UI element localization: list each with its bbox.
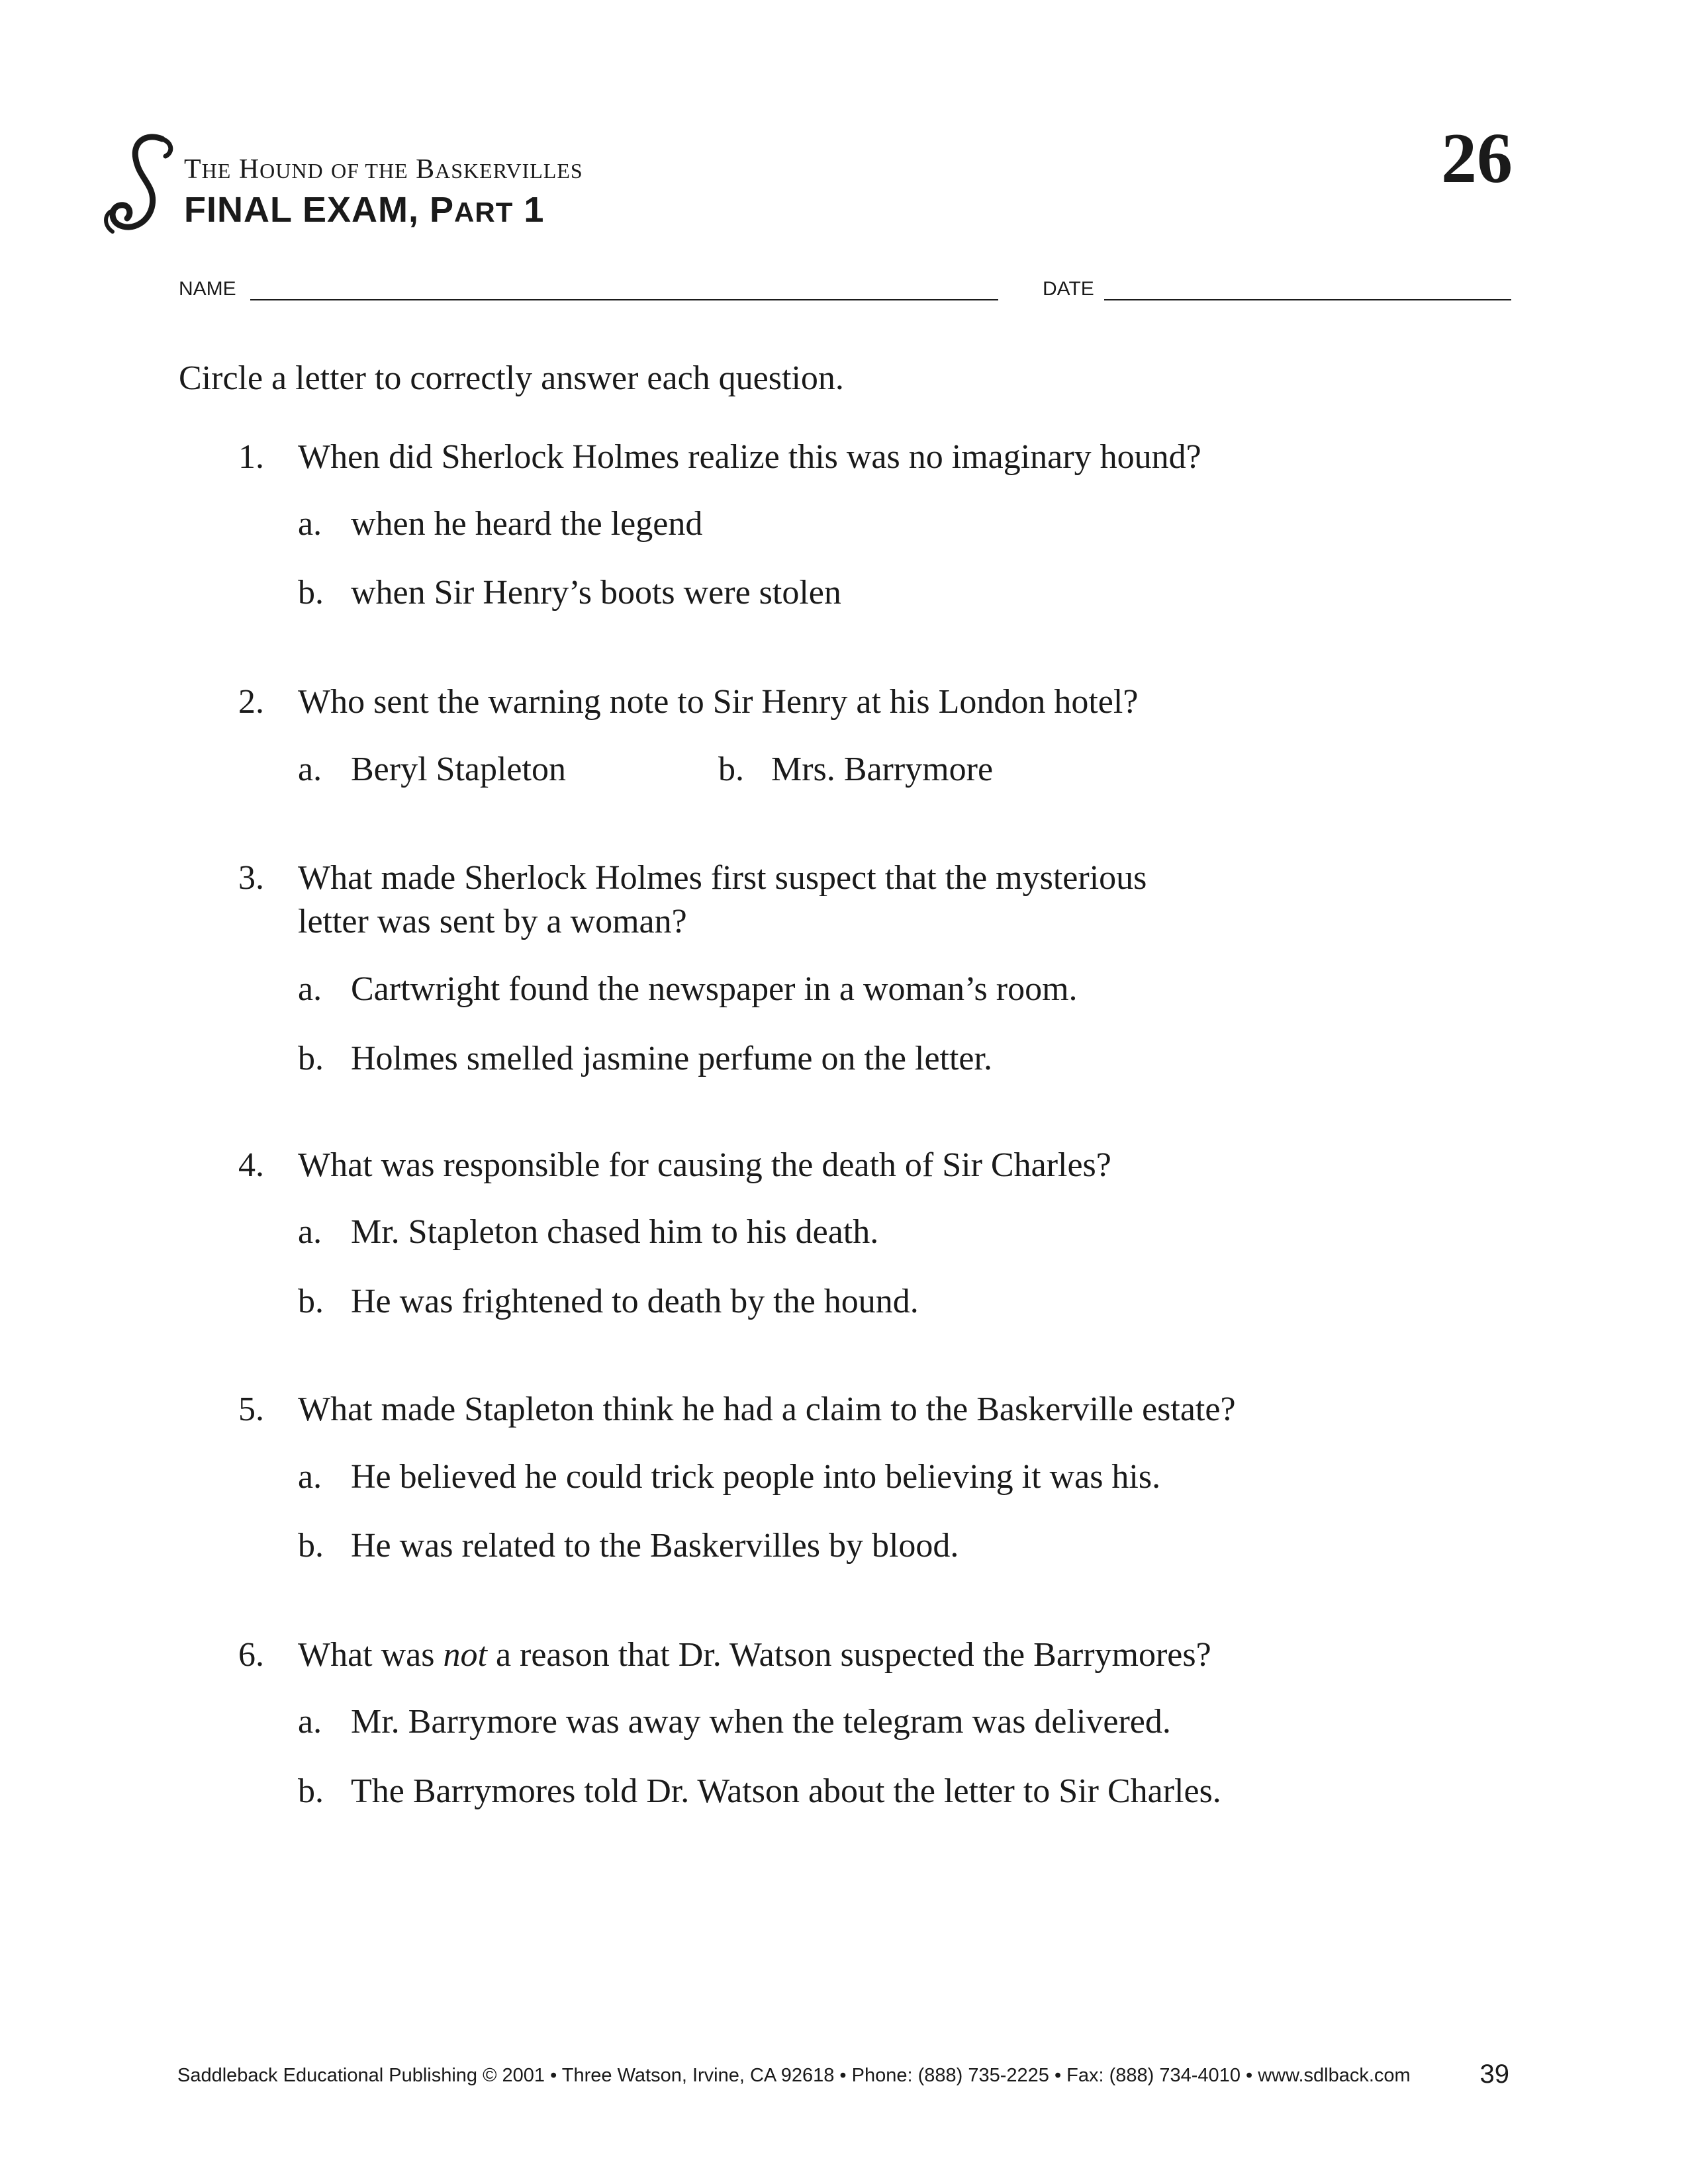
question-number: 5. xyxy=(238,1390,264,1428)
option-letter: b. xyxy=(298,1527,324,1565)
option-letter: a. xyxy=(298,1458,322,1496)
option-text: Beryl Stapleton xyxy=(351,751,566,788)
question-text: What made Sherlock Holmes first suspect that the mysterious letter was sent by a woman? xyxy=(298,859,1147,940)
option-2a[interactable] xyxy=(298,750,566,789)
question-text: What was responsible for causing the death of Sir Charles? xyxy=(298,1146,1111,1184)
question-number: 6. xyxy=(238,1636,264,1674)
option-text: Cartwright found the newspaper in a woman’s room. xyxy=(351,970,1078,1008)
option-text: He believed he could trick people into believing it was his. xyxy=(351,1458,1161,1496)
option-letter: a. xyxy=(298,1213,322,1251)
option-text: The Barrymores told Dr. Watson about the letter to Sir Charles. xyxy=(351,1772,1221,1810)
saddleback-logo-icon xyxy=(99,132,185,245)
option-1b[interactable] xyxy=(298,573,841,612)
option-2b[interactable] xyxy=(718,750,993,789)
option-letter: b. xyxy=(718,751,744,788)
option-letter: a. xyxy=(298,505,322,543)
option-4b[interactable] xyxy=(298,1282,919,1321)
option-text: He was frightened to death by the hound. xyxy=(351,1283,919,1320)
date-field-line[interactable] xyxy=(1104,299,1511,300)
option-letter: a. xyxy=(298,970,322,1008)
option-letter: b. xyxy=(298,1772,324,1810)
option-text: Mr. Stapleton chased him to his death. xyxy=(351,1213,879,1251)
option-3b[interactable] xyxy=(298,1039,992,1078)
option-6a[interactable] xyxy=(298,1702,1171,1741)
option-letter: a. xyxy=(298,1703,322,1741)
instructions: Circle a letter to correctly answer each question. xyxy=(179,359,844,397)
emphasis-not: not xyxy=(443,1636,487,1674)
option-letter: b. xyxy=(298,574,324,612)
name-field-line[interactable] xyxy=(250,299,998,300)
option-6b[interactable] xyxy=(298,1772,1221,1811)
option-5a[interactable] xyxy=(298,1457,1160,1496)
exam-title: FINAL EXAM, PART 1 xyxy=(184,190,545,230)
question-number: 4. xyxy=(238,1146,264,1184)
option-letter: a. xyxy=(298,751,322,788)
publisher-footer: Saddleback Educational Publishing © 2001 • Three Watson, Irvine, CA 92618 • Phone: (888) 735-2225 • Fax: (888) 734-4010 • www.sdlback.com xyxy=(177,2065,1411,2086)
option-letter: b. xyxy=(298,1283,324,1320)
option-5b[interactable] xyxy=(298,1526,959,1565)
option-3a[interactable] xyxy=(298,970,1078,1009)
option-4a[interactable] xyxy=(298,1212,878,1251)
lesson-number: 26 xyxy=(1441,119,1513,198)
series-title: THE HOUND OF THE BASKERVILLES xyxy=(184,154,583,185)
question-text: When did Sherlock Holmes realize this was no imaginary hound? xyxy=(298,438,1201,476)
question-number: 2. xyxy=(238,683,264,721)
option-text: when Sir Henry’s boots were stolen xyxy=(351,574,841,612)
question-text: What made Stapleton think he had a claim to the Baskerville estate? xyxy=(298,1390,1236,1428)
option-text: when he heard the legend xyxy=(351,505,703,543)
question-text: What was not a reason that Dr. Watson suspected the Barrymores? xyxy=(298,1636,1211,1674)
option-letter: b. xyxy=(298,1040,324,1077)
option-text: Holmes smelled jasmine perfume on the letter. xyxy=(351,1040,992,1077)
date-label: DATE xyxy=(1043,278,1094,300)
option-1a[interactable] xyxy=(298,504,702,543)
option-text: Mr. Barrymore was away when the telegram was delivered. xyxy=(351,1703,1171,1741)
page-number: 39 xyxy=(1479,2060,1509,2089)
question-text: Who sent the warning note to Sir Henry at his London hotel? xyxy=(298,683,1139,721)
option-text: He was related to the Baskervilles by blood. xyxy=(351,1527,959,1565)
option-text: Mrs. Barrymore xyxy=(771,751,994,788)
name-label: NAME xyxy=(179,278,236,300)
question-number: 1. xyxy=(238,438,264,476)
question-number: 3. xyxy=(238,859,264,897)
